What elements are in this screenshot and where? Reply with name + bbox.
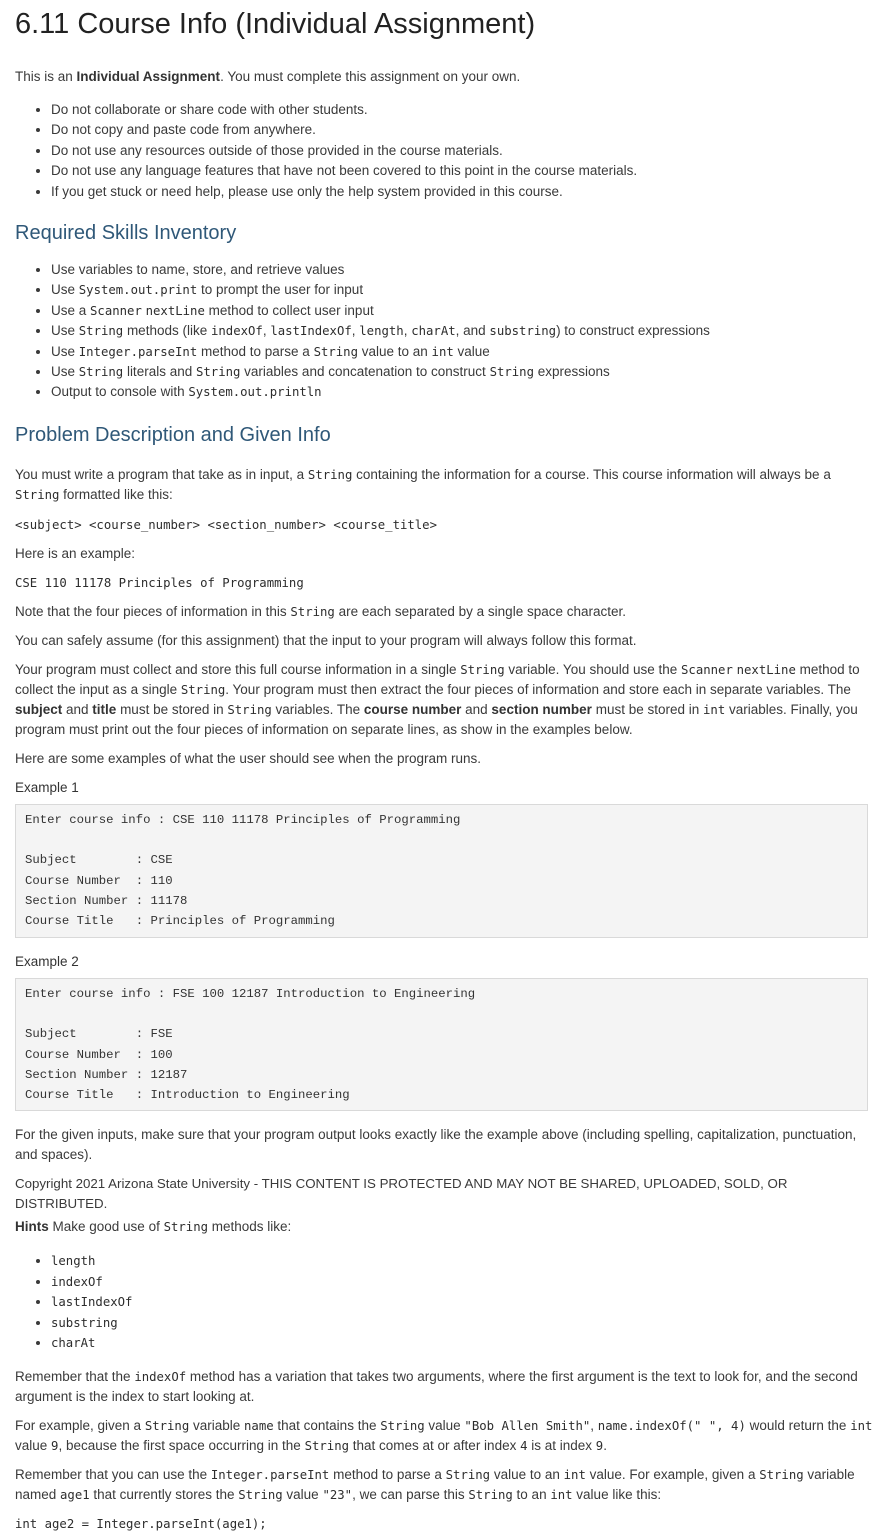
rule-item: • Do not copy and paste code from anywhere. [51, 120, 873, 140]
example-2-output: Enter course info : FSE 100 12187 Introduction to Engineering Subject : FSE Course Number : 100 Section Number : 12187 Course Title : Introduction to Engineering [15, 978, 868, 1112]
example-1-output: Enter course info : CSE 110 11178 Principles of Programming Subject : CSE Course Number : 110 Section Number : 11178 Course Title : Principles of Programming [15, 804, 868, 938]
rules-list [15, 100, 873, 202]
hint-method-item: • length [51, 1251, 873, 1271]
hint-methods-list [15, 1251, 873, 1353]
indexof-example: For example, given a String variable name that contains the String value "Bob Allen Smith", name.indexOf(" ", 4) would return the int value 9, because the first space occurring in the String that comes at or after index 4 is at index 9. [15, 1418, 873, 1454]
rule-item: • Do not use any resources outside of those provided in the course materials. [51, 141, 873, 161]
output-match-note: For the given inputs, make sure that your program output looks exactly like the example above (including spelling, capitalization, punctuation, and spaces). [15, 1127, 857, 1163]
example-line: CSE 110 11178 Principles of Programming [15, 575, 304, 590]
skill-item: • Use String literals and String variables and concatenation to construct String expressions [51, 362, 873, 382]
format-line: <subject> <course_number> <section_number> <course_title> [15, 517, 437, 532]
intro-paragraph: This is an Individual Assignment. You must complete this assignment on your own. [15, 69, 521, 84]
skill-item: • Use Integer.parseInt method to parse a String value to an int value [51, 342, 873, 362]
problem-paragraph: You must write a program that take as in input, a String containing the information for a course. This course information will always be a String formatted like this: [15, 466, 831, 502]
page-title: 6.11 Course Info (Individual Assignment) [15, 8, 536, 40]
skill-item: • Output to console with System.out.println [51, 382, 873, 402]
skill-item: • Use String methods (like indexOf, lastIndexOf, length, charAt, and substring) to construct expressions [51, 321, 873, 341]
problem-heading: Problem Description and Given Info [15, 423, 331, 446]
rule-item: • If you get stuck or need help, please use only the help system provided in this course. [51, 182, 873, 202]
rule-item: • Do not use any language features that have not been covered to this point in the course materials. [51, 161, 873, 181]
hint-method-item: • indexOf [51, 1272, 873, 1292]
example-2-label: Example 2 [15, 953, 79, 969]
skill-item: • Use a Scanner nextLine method to collect user input [51, 301, 873, 321]
individual-assignment-emphasis: Individual Assignment [76, 69, 221, 84]
copyright-notice: Copyright 2021 Arizona State University - THIS CONTENT IS PROTECTED AND MAY NOT BE SHARED, UPLOADED, SOLD, OR DISTRIBUTED. [15, 1176, 788, 1212]
parseint-code-line: int age2 = Integer.parseInt(age1); [15, 1517, 267, 1532]
example-intro: Here is an example: [15, 545, 136, 561]
indexof-note: Remember that the indexOf method has a variation that takes two arguments, where the first argument is the text to look for, and the second argument is the index to start looking at. [15, 1369, 858, 1405]
hint-method-item: • charAt [51, 1333, 873, 1353]
skills-heading: Required Skills Inventory [15, 222, 237, 245]
hint-method-item: • lastIndexOf [51, 1292, 873, 1312]
skill-item: • Use System.out.print to prompt the user for input [51, 280, 873, 300]
hints-line: Hints Make good use of String methods like: [15, 1219, 292, 1235]
hint-method-item: • substring [51, 1313, 873, 1333]
rule-item: • Do not collaborate or share code with other students. [51, 100, 873, 120]
requirements-paragraph: Your program must collect and store this full course information in a single String variable. You should use the Scanner nextLine method to collect the input as a single String. Your program must then extract the four pieces of information and store each in separate variables. The subject and title must be stored in String variables. The course number and section number must be stored in int variables. Finally, you program must print out the four pieces of information on separate lines, as show in the examples below. [15, 661, 860, 737]
skills-list [15, 260, 873, 403]
example-1-label: Example 1 [15, 779, 79, 795]
parseint-note: Remember that you can use the Integer.parseInt method to parse a String value to an int value. For example, given a String variable named age1 that currently stores the String value "23", we can parse this String to an int value like this: [15, 1467, 855, 1503]
examples-intro: Here are some examples of what the user should see when the program runs. [15, 750, 481, 766]
separator-note: Note that the four pieces of information in this String are each separated by a single space character. [15, 603, 627, 619]
skill-item: • Use variables to name, store, and retrieve values [51, 260, 873, 280]
assumption-note: You can safely assume (for this assignment) that the input to your program will always follow this format. [15, 632, 637, 648]
